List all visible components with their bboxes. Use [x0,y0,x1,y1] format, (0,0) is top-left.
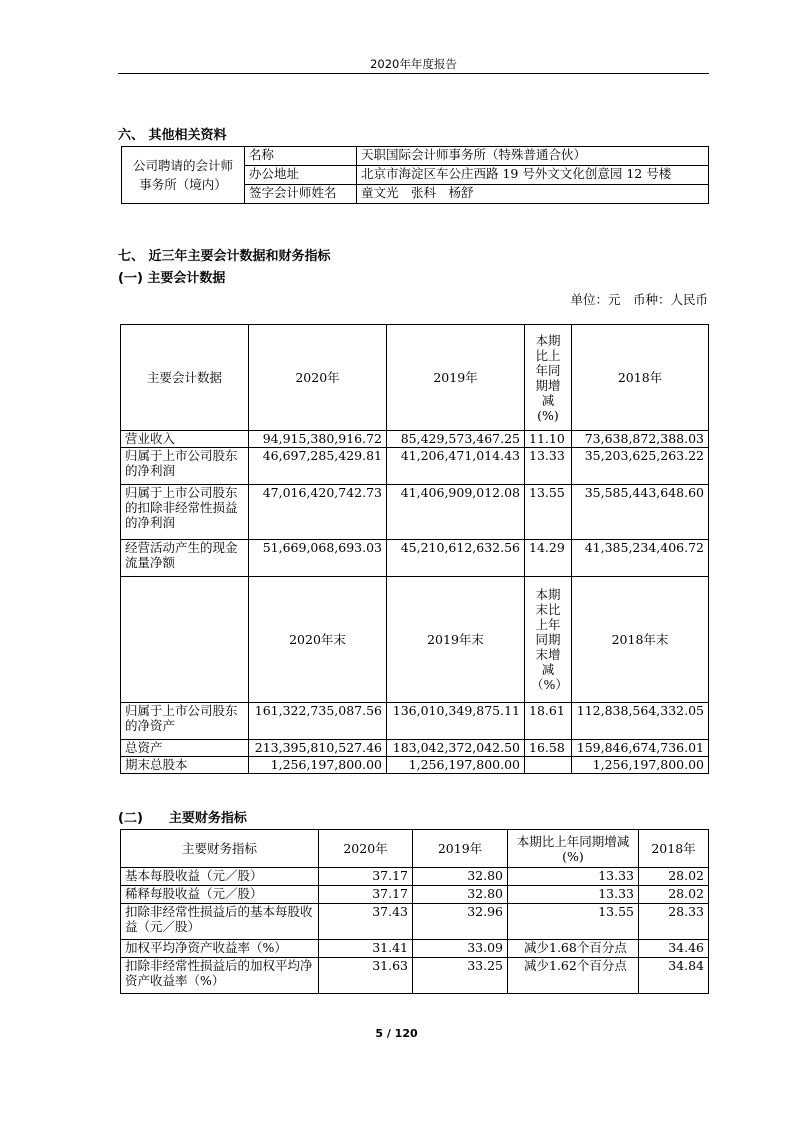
cell-value: 13.33 [525,448,572,485]
col-header: 本期比上年同期增减(%) [508,830,639,868]
col-header: 2019年末 [387,577,525,703]
cell-value: 213,395,810,527.46 [249,740,387,757]
cell-value: 18.61 [525,703,572,740]
cell-value: 37.17 [319,868,413,886]
col-header: 主要会计数据 [121,325,249,431]
row-label: 归属于上市公司股东的净利润 [121,448,249,485]
row-label: 扣除非经常性损益后的基本每股收益（元／股） [121,904,319,940]
col-header: 2020年末 [249,577,387,703]
cell-value: 1,256,197,800.00 [249,757,387,774]
cell-value: 41,406,909,012.08 [387,485,525,540]
row-label: 营业收入 [121,431,249,448]
cell-value: 31.41 [319,940,413,958]
cell-value: 13.55 [525,485,572,540]
cell-value: 183,042,372,042.50 [387,740,525,757]
page-number: 5 / 120 [375,1027,418,1040]
col-header: 2019年 [413,830,508,868]
cell-value: 1,256,197,800.00 [572,757,709,774]
cell-value: 32.96 [413,904,508,940]
cell-value: 51,669,068,693.03 [249,540,387,577]
section-7-title: 七、 近三年主要会计数据和财务指标 [118,249,331,264]
auditor-field-label: 签字会计师姓名 [245,185,357,204]
auditor-field-value: 童文光 张科 杨舒 [357,185,709,204]
cell-value: 31.63 [319,958,413,994]
unit-note: 单位：元 币种：人民币 [570,292,708,307]
cell-value: 73,638,872,388.03 [572,431,709,448]
cell-value: 45,210,612,632.56 [387,540,525,577]
col-header: 2019年 [387,325,525,431]
col-header: 2018年 [572,325,709,431]
auditor-field-label: 办公地址 [245,166,357,185]
cell-value: 112,838,564,332.05 [572,703,709,740]
cell-value: 37.43 [319,904,413,940]
col-header: 2020年 [249,325,387,431]
row-label: 加权平均净资产收益率（%） [121,940,319,958]
accounting-data-table [120,324,709,774]
cell-value: 13.33 [508,868,639,886]
cell-value: 161,322,735,087.56 [249,703,387,740]
header2-blank [121,577,249,703]
col-header: 2018年末 [572,577,709,703]
cell-value: 32.80 [413,868,508,886]
auditor-table [121,146,709,204]
cell-value: 28.02 [639,868,709,886]
row-label: 归属于上市公司股东的净资产 [121,703,249,740]
cell-value: 16.58 [525,740,572,757]
page-header-title: 2020年年度报告 [370,57,457,71]
row-label: 经营活动产生的现金流量净额 [121,540,249,577]
cell-value [525,757,572,774]
auditor-field-label: 名称 [245,147,357,166]
cell-value: 减少1.68个百分点 [508,940,639,958]
row-label: 期末总股本 [121,757,249,774]
cell-value: 34.84 [639,958,709,994]
col-header: 本期末比上年同期末增减（%） [525,577,572,703]
row-label: 扣除非经常性损益后的加权平均净资产收益率（%） [121,958,319,994]
cell-value: 35,585,443,648.60 [572,485,709,540]
cell-value: 11.10 [525,431,572,448]
cell-value: 159,846,674,736.01 [572,740,709,757]
cell-value: 35,203,625,263.22 [572,448,709,485]
cell-value: 1,256,197,800.00 [387,757,525,774]
header-rule [118,73,709,74]
col-header: 本期比上年同期增减(%) [525,325,572,431]
row-label: 稀释每股收益（元／股） [121,886,319,904]
cell-value: 136,010,349,875.11 [387,703,525,740]
cell-value: 32.80 [413,886,508,904]
cell-value: 46,697,285,429.81 [249,448,387,485]
col-header: 2018年 [639,830,709,868]
cell-value: 47,016,420,742.73 [249,485,387,540]
subsection-2-title: (二) 主要财务指标 [118,811,247,826]
cell-value: 14.29 [525,540,572,577]
row-label: 基本每股收益（元／股） [121,868,319,886]
financial-indicators-table [120,829,709,994]
col-header: 主要财务指标 [121,830,319,868]
row-label: 总资产 [121,740,249,757]
cell-value: 34.46 [639,940,709,958]
cell-value: 13.33 [508,886,639,904]
subsection-1-title: (一) 主要会计数据 [118,271,226,286]
cell-value: 41,385,234,406.72 [572,540,709,577]
section-6-title: 六、 其他相关资料 [118,128,227,143]
cell-value: 33.09 [413,940,508,958]
auditor-field-value: 北京市海淀区车公庄西路 19 号外文文化创意园 12 号楼 [357,166,709,185]
cell-value: 28.33 [639,904,709,940]
auditor-field-value: 天职国际会计师事务所（特殊普通合伙） [357,147,709,166]
auditor-row-label: 公司聘请的会计师事务所（境内） [122,147,245,204]
cell-value: 85,429,573,467.25 [387,431,525,448]
cell-value: 减少1.62个百分点 [508,958,639,994]
cell-value: 37.17 [319,886,413,904]
cell-value: 13.55 [508,904,639,940]
cell-value: 28.02 [639,886,709,904]
cell-value: 94,915,380,916.72 [249,431,387,448]
row-label: 归属于上市公司股东的扣除非经常性损益的净利润 [121,485,249,540]
col-header: 2020年 [319,830,413,868]
cell-value: 41,206,471,014.43 [387,448,525,485]
cell-value: 33.25 [413,958,508,994]
